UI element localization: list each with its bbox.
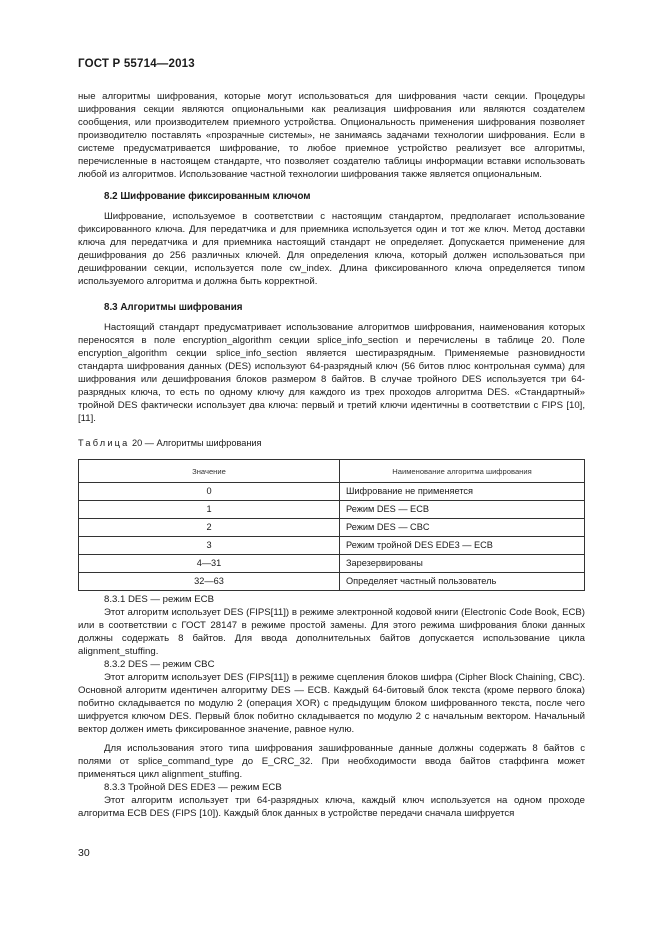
section-8-3-paragraph: Настоящий стандарт предусматривает использование алгоритмов шифрования, наименования которых переносятся в поле encryption_algorithm секции splice_info_section и перечислены в таблице 20. Поле encryption_algorithm секции splice_info_section является шестиразрядным. Применяемые разновидности стандарта шифрования данных (DES) используют 64-разрядный ключ (56 битов плюс контрольная сумма) для шифрования или дешифрования блоков размером 8 байтов. В случае тройного DES используется три 64-разрядных ключа, то есть по одному ключу для каждого из трех проходов алгоритма DES. «Стандартный» тройной DES фактически использует два ключа: первый и третий ключи идентичны в соответствии с FIPS [10], [11]. [78,322,585,424]
document-header: ГОСТ Р 55714—2013 [78,58,195,70]
table-caption-word: Таблица [78,438,130,448]
table-row [79,573,585,591]
section-8-3-3-heading: 8.3.3 Тройной DES EDE3 — режим ECB [104,782,282,793]
table-header-row [79,460,585,483]
cell-value: 32—63 [79,573,340,591]
table-caption [78,437,585,450]
section-8-3-1-paragraph: Этот алгоритм использует DES (FIPS[11]) в режиме электронной кодовой книги (Electronic Code Book, ECB) или в соответствии с ГОСТ 28147 в режиме простой замены. Для этого режима шифрования блоки данных должны содержать 8 байтов. Для ввода дополнительных байтов допускается использование цикла alignment_stuffing. [78,607,585,657]
table-caption-title: 20 — Алгоритмы шифрования [129,438,262,448]
cell-value: 2 [79,519,340,537]
table-row [79,519,585,537]
page-content [78,90,585,820]
table-row [79,555,585,573]
algorithms-table [78,459,585,591]
column-header-name: Наименование алгоритма шифрования [340,460,585,483]
cell-name: Режим DES — CBC [340,519,585,537]
cell-name: Определяет частный пользователь [340,573,585,591]
cell-value: 3 [79,537,340,555]
cell-value: 4—31 [79,555,340,573]
section-8-2-heading: 8.2 Шифрование фиксированным ключом [104,191,311,202]
cell-name: Режим DES — ECB [340,501,585,519]
cell-name: Шифрование не применяется [340,483,585,501]
table-row [79,501,585,519]
intro-paragraph: ные алгоритмы шифрования, которые могут использоваться для шифрования части секции. Процедуры шифрования секции являются опциональными как реализация шифрования или являются создателем сообщения, или производителем приемного устройства. Опциональность применения шифрования позволяет производителю поставлять «прозрачные системы», не занимаясь задачами технологии шифрования. Если в системе предусматривается шифрование, то любое приемное устройство реализует все алгоритмы, перечисленные в настоящем стандарте, что позволяет создателю таблицы информации вставки использовать любой из алгоритмов. Использование частной технологии шифрования также является опциональным. [78,91,585,180]
section-8-3-2-heading: 8.3.2 DES — режим CBC [104,659,215,670]
cell-value: 0 [79,483,340,501]
table-row [79,483,585,501]
section-8-3-1-heading: 8.3.1 DES — режим ECB [104,594,214,605]
section-8-2-paragraph: Шифрование, используемое в соответствии с настоящим стандартом, предполагает использование фиксированного ключа. Для передатчика и для приемника используется один и тот же ключ. Метод доставки ключа для передатчика и для приемника настоящий стандарт не определяет. Допускается применение для дешифрования до 256 различных ключей. Для определения ключа, который должен использоваться при дешифровании секции, используется поле cw_index. Длина фиксированного ключа определяется типом используемого алгоритма и должна быть корректной. [78,211,585,287]
column-header-value: Значение [79,460,340,483]
cell-name: Режим тройной DES EDE3 — ECB [340,537,585,555]
cell-value: 1 [79,501,340,519]
section-8-3-2-paragraph-2: Для использования этого типа шифрования зашифрованные данные должны содержать 8 байтов с полями от splice_command_type до E_CRC_32. При необходимости ввода байтов стаффинга может применяться цикл alignment_stuffing. [78,743,585,780]
cell-name: Зарезервированы [340,555,585,573]
section-8-3-3-paragraph: Этот алгоритм использует три 64-разрядных ключа, каждый ключ используется на одном проходе алгоритма ECB DES (FIPS [10]). Каждый блок данных в устройстве передачи сначала шифруется [78,795,585,819]
section-8-3-heading: 8.3 Алгоритмы шифрования [104,302,243,313]
table-row [79,537,585,555]
section-8-3-2-paragraph: Этот алгоритм использует DES (FIPS[11]) в режиме сцепления блоков шифра (Cipher Block Chaining, CBC). Основной алгоритм идентичен алгоритму DES — ECB. Каждый 64-битовый блок текста (кроме первого блока) побитно складывается по модулю 2 (операция XOR) с предыдущим блоком шифрованного текста, после чего шифруется ключом DES. Первый блок побитно складывается по модулю 2 с начальным вектором. Начальный вектор должен иметь фиксированное значение, равное нулю. [78,672,585,735]
page-number: 30 [78,847,90,859]
